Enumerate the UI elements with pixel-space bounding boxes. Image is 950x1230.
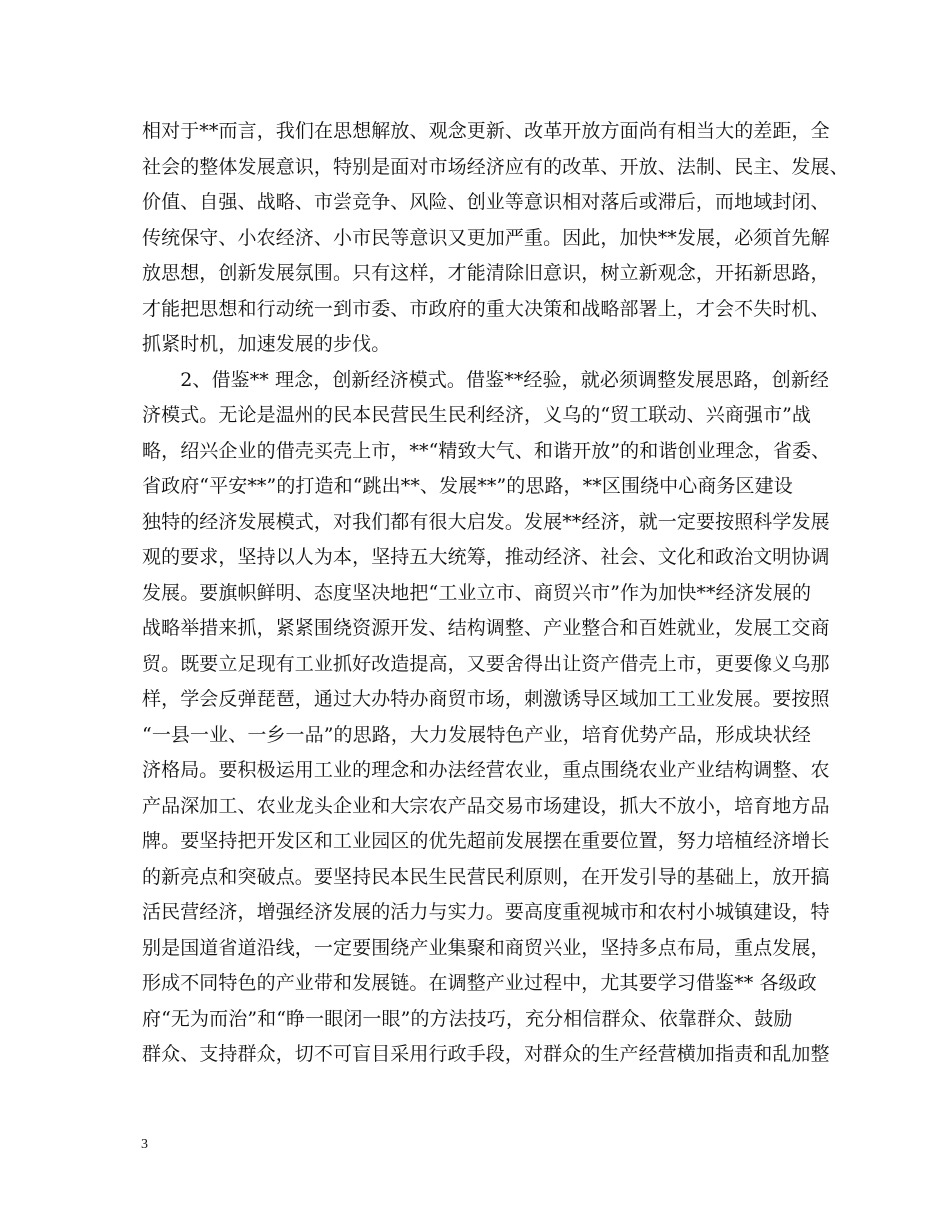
text-line: 观的要求，坚持以人为本，坚持五大统筹，推动经济、社会、文化和政治文明协调: [142, 546, 830, 568]
text-line: 相对于**而言，我们在思想解放、观念更新、改革开放方面尚有相当大的差距，全: [142, 120, 830, 142]
text-line: “一县一业、一乡一品”的思路，大力发展特色产业，培育优势产品，形成块状经: [142, 723, 812, 746]
text-line: 样，学会反弹琵琶，通过大办特办商贸市场，刺激诱导区域加工工业发展。要按照: [142, 688, 830, 710]
text-line: 传统保守、小农经济、小市民等意识又更加严重。因此，加快**发展，必须首先解: [142, 226, 830, 249]
text-line: 2、借鉴** 理念，创新经济模式。借鉴**经验，就必须调整发展思路，创新经: [142, 368, 830, 391]
text-line: 的新亮点和突破点。要坚持民本民生民营民利原则，在开发引导的基础上，放开搞: [142, 865, 830, 888]
text-line: 济格局。要积极运用工业的理念和办法经营农业，重点围绕农业产业结构调整、农: [142, 759, 830, 781]
text-line: 省政府“平安**”的打造和“跳出**、发展**”的思路，**区围绕中心商务区建设: [142, 475, 793, 497]
text-line: 发展。要旗帜鲜明、态度坚决地把“工业立市、商贸兴市”作为加快**经济发展的: [142, 581, 812, 604]
text-line: 产品深加工、农业龙头企业和大宗农产品交易市场建设，抓大不放小，培育地方品: [142, 794, 830, 817]
text-line: 才能把思想和行动统一到市委、市政府的重大决策和战略部署上，才会不失时机、: [142, 297, 830, 320]
text-line: 府“无为而治”和“睁一眼闭一眼”的方法技巧，充分相信群众、依靠群众、鼓励: [142, 1007, 793, 1030]
text-line: 略，绍兴企业的借壳买壳上市，**“精致大气、和谐开放”的和谐创业理念，省委、: [142, 439, 831, 462]
text-line: 社会的整体发展意识，特别是面对市场经济应有的改革、开放、法制、民主、发展、: [142, 155, 849, 178]
text-line: 贸。既要立足现有工业抓好改造提高，又要舍得出让资产借壳上市，更要像义乌那: [142, 652, 830, 675]
text-line: 战略举措来抓，紧紧围绕资源开发、结构调整、产业整合和百姓就业，发展工交商: [142, 617, 830, 639]
text-line: 放思想，创新发展氛围。只有这样，才能清除旧意识，树立新观念，开拓新思路，: [142, 262, 830, 284]
text-line: 独特的经济发展模式，对我们都有很大启发。发展**经济，就一定要按照科学发展: [142, 510, 830, 533]
body-text: [142, 114, 849, 1073]
text-line: 别是国道省道沿线，一定要围绕产业集聚和商贸兴业，坚持多点布局，重点发展，: [142, 936, 830, 959]
text-line: 价值、自强、战略、市尝竞争、风险、创业等意识相对落后或滞后，而地域封闭、: [142, 191, 830, 213]
text-line: 牌。要坚持把开发区和工业园区的优先超前发展摆在重要位置，努力培植经济增长: [142, 830, 830, 852]
page-number: 3: [141, 1137, 148, 1152]
text-line: 群众、支持群众，切不可盲目采用行政手段，对群众的生产经营横加指责和乱加整: [142, 1043, 830, 1065]
text-line: 济模式。无论是温州的民本民营民生民利经济，义乌的“贸工联动、兴商强市”战: [142, 404, 812, 426]
text-line: 形成不同特色的产业带和发展链。在调整产业过程中，尤其要学习借鉴** 各级政: [142, 972, 817, 994]
text-line: 抓紧时机，加速发展的步伐。: [142, 333, 391, 355]
text-line: 活民营经济，增强经济发展的活力与实力。要高度重视城市和农村小城镇建设，特: [142, 901, 830, 923]
